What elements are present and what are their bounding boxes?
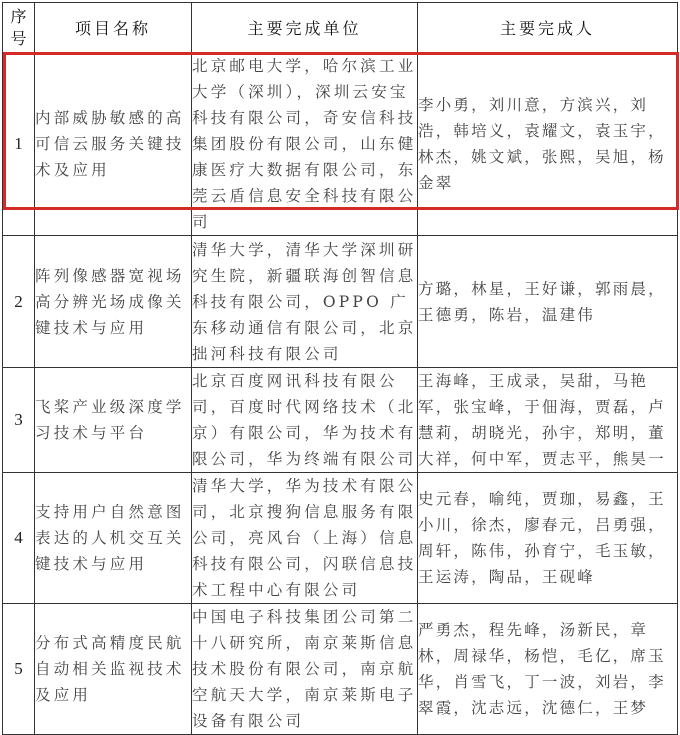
row-index: 3 [3,368,35,473]
table-row [3,473,678,604]
project-name: 阵列像感器宽视场高分辨光场成像关键技术与应用 [35,236,192,368]
table-row [3,604,678,735]
completing-people: 严勇杰，程先峰，汤新民，章林，周禄华，杨恺，毛亿，席玉华，肖雪飞，丁一波，刘岩，李翠霞，沈志远，沈德仁，王梦 [418,604,678,735]
row-index: 2 [3,236,35,368]
completing-units: 清华大学，清华大学深圳研究生院，新疆联海创智信息科技有限公司，OPPO 广东移动通信有限公司，北京拙河科技有限公司 [192,236,418,368]
header-row [3,3,678,53]
project-name: 飞桨产业级深度学习技术与平台 [35,368,192,473]
row-index: 5 [3,604,35,735]
table-row [3,236,678,368]
table-row [3,53,678,236]
completing-units: 北京百度网讯科技有限公司，百度时代网络技术（北京）有限公司，华为技术有限公司，华为终端有限公司 [192,368,418,473]
header-index: 序号 [3,3,35,53]
header-units: 主要完成单位 [192,3,418,53]
completing-people: 史元春，喻纯，贾珈，易鑫，王小川，徐杰，廖春元，吕勇强，周轩，陈伟，孙育宁，毛玉敏，王运涛，陶品，王砚峰 [418,473,678,604]
completing-people: 李小勇，刘川意，方滨兴，刘浩，韩培义，袁耀文，袁玉宇，林杰，姚文斌，张熙，吴旭，杨金翠 [418,53,678,236]
header-people: 主要完成人 [418,3,678,53]
completing-units: 北京邮电大学，哈尔滨工业大学（深圳），深圳云安宝科技有限公司，奇安信科技集团股份有限公司，山东健康医疗大数据有限公司，东莞云盾信息安全科技有限公司 [192,53,418,236]
table-row [3,368,678,473]
project-name: 支持用户自然意图表达的人机交互关键技术与应用 [35,473,192,604]
project-name: 分布式高精度民航自动相关监视技术及应用 [35,604,192,735]
awards-table [2,2,678,735]
row-index: 1 [3,53,35,236]
project-name: 内部威胁敏感的高可信云服务关键技术及应用 [35,53,192,236]
completing-people: 王海峰，王成录，吴甜，马艳军，张宝峰，于佃海，贾磊，卢慧莉，胡晓光，孙宇，郑明，董大祥，何中军，贾志平，熊昊一 [418,368,678,473]
completing-units: 中国电子科技集团公司第二十八研究所，南京莱斯信息技术股份有限公司，南京航空航天大学，南京莱斯电子设备有限公司 [192,604,418,735]
row-index: 4 [3,473,35,604]
completing-people: 方璐，林星，王好谦，郭雨晨，王德勇，陈岩，温建伟 [418,236,678,368]
completing-units: 清华大学，华为技术有限公司，北京搜狗信息服务有限公司，亮风台（上海）信息科技有限公司，闪联信息技术工程中心有限公司 [192,473,418,604]
header-project-name: 项目名称 [35,3,192,53]
